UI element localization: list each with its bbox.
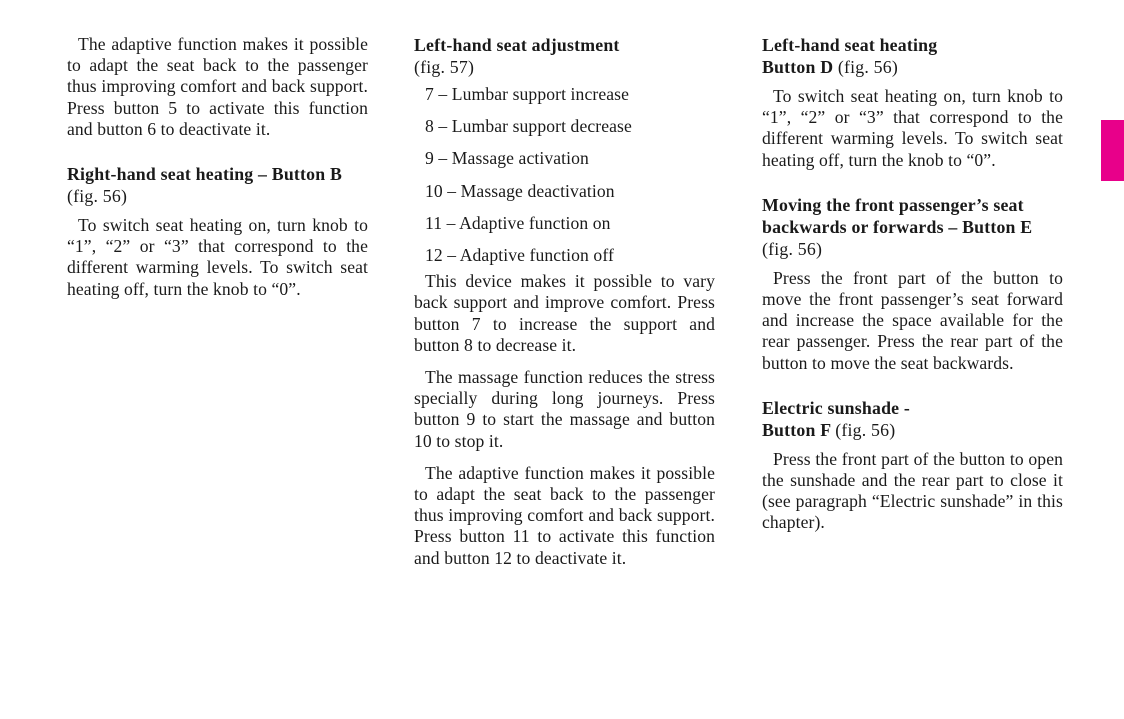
passenger-seat-heading-text: Moving the front passenger’s seat backwards or forwards – Button E	[762, 194, 1033, 237]
passenger-seat-heading	[762, 194, 1063, 260]
section-tab-marker	[1101, 120, 1124, 181]
right-seat-heating-paragraph: To switch seat heating on, turn knob to “1”, “2” or “3” that correspond to the different warming levels. To switch seat heating off, turn the knob to “0”.	[67, 215, 368, 299]
left-seat-adjustment-heading	[414, 34, 715, 78]
button-d-label: Button D	[762, 57, 834, 77]
right-column	[762, 34, 1063, 534]
fig-56-reference: (fig. 56)	[67, 186, 128, 207]
adaptive-function-paragraph: The adaptive function makes it possible to adapt the seat back to the passenger thus improving comfort and back support. Press button 11 to activate this function and button 12 to deactivate it.	[414, 462, 715, 568]
massage-function-paragraph: The massage function reduces the stress specially during long journeys. Press button 9 to start the massage and button 10 to stop it.	[414, 366, 715, 451]
passenger-seat-paragraph: Press the front part of the button to move the front passenger’s seat forward and increase the space available for the rear passenger. Press the rear part of the button to move the seat backwards.	[762, 267, 1063, 373]
seat-controls-list	[414, 78, 715, 271]
electric-sunshade-heading-text: Electric sunshade -	[762, 397, 911, 418]
left-seat-heating-heading-text: Left-hand seat heating	[762, 35, 938, 55]
right-seat-heating-heading-text: Right-hand seat heating – Button B	[67, 164, 343, 185]
adaptive-function-paragraph: The adaptive function makes it possible to adapt the seat back to the passenger thus improving comfort and back support. Press button 5 to activate this function and button 6 to deactivate it.	[67, 34, 368, 139]
list-item: 8 – Lumbar support decrease	[425, 116, 632, 137]
electric-sunshade-paragraph: Press the front part of the button to open the sunshade and the rear part to close it (see paragraph “Electric sunshade” in this chapter).	[762, 448, 1063, 533]
list-item: 11 – Adaptive function on	[425, 212, 611, 233]
left-column	[67, 34, 368, 300]
left-seat-adjustment-heading-text: Left-hand seat adjustment	[414, 35, 620, 55]
fig-56-reference: (fig. 56)	[835, 419, 896, 440]
electric-sunshade-heading	[762, 397, 1063, 441]
fig-56-reference: (fig. 56)	[837, 57, 898, 77]
left-seat-heating-paragraph: To switch seat heating on, turn knob to “1”, “2” or “3” that correspond to the different warming levels. To switch seat heating off, turn the knob to “0”.	[762, 86, 1063, 170]
button-f-label: Button F	[762, 419, 831, 440]
list-item: 7 – Lumbar support increase	[425, 84, 629, 104]
lumbar-support-paragraph: This device makes it possible to vary back support and improve comfort. Press button 7 to increase the support and button 8 to decrease it.	[414, 271, 715, 355]
middle-column	[414, 34, 715, 569]
list-item: 9 – Massage activation	[425, 148, 589, 169]
right-seat-heating-heading	[67, 163, 368, 207]
left-seat-heating-heading	[762, 34, 1063, 78]
fig-57-reference: (fig. 57)	[414, 57, 475, 77]
list-item: 10 – Massage deactivation	[425, 180, 615, 201]
list-item: 12 – Adaptive function off	[425, 244, 614, 265]
fig-56-reference: (fig. 56)	[762, 238, 823, 259]
